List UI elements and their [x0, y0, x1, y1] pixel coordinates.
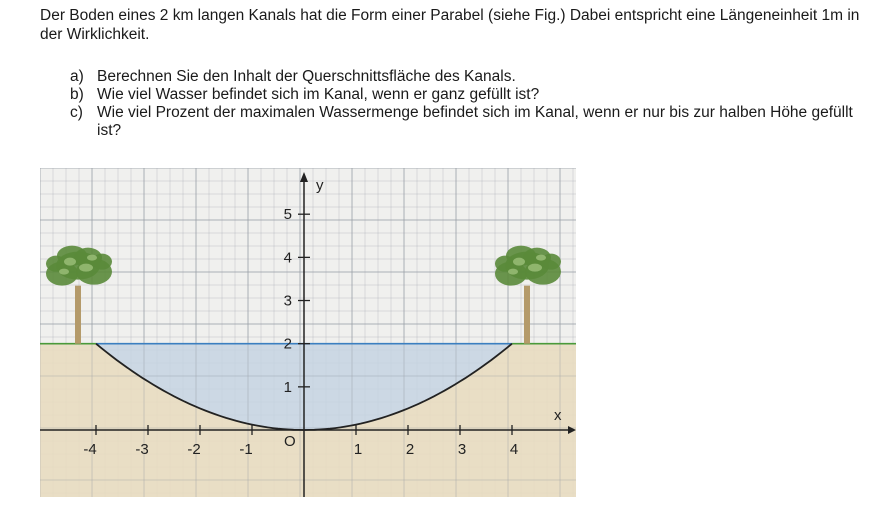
- tree-trunk: [524, 286, 530, 344]
- task-b: [70, 86, 870, 104]
- canal-figure: [40, 168, 576, 497]
- task-a: [70, 68, 870, 86]
- tree-foliage-highlight: [536, 255, 546, 261]
- tree-foliage-highlight: [508, 269, 518, 275]
- y-tick-label: 2: [283, 335, 292, 353]
- y-tick-label: 5: [283, 206, 292, 224]
- y-tick-label: 1: [283, 378, 292, 396]
- x-axis-label: x: [554, 407, 562, 424]
- canal-diagram: [40, 168, 576, 497]
- tree-foliage-highlight: [79, 264, 93, 272]
- y-tick-label: 3: [283, 292, 292, 310]
- intro-text: Der Boden eines 2 km langen Kanals hat die Form einer Parabel (siehe Fig.) Dabei entspricht eine Längeneinheit 1m in der Wirklichkeit.: [40, 7, 860, 43]
- x-tick-label: 4: [509, 441, 519, 458]
- task-text: Wie viel Wasser befindet sich im Kanal, wenn er ganz gefüllt ist?: [97, 86, 540, 103]
- task-list: [70, 68, 870, 140]
- x-tick-label: -3: [135, 441, 149, 458]
- x-tick-label: -4: [83, 441, 97, 458]
- x-tick-label: -1: [239, 441, 253, 458]
- task-label: a): [70, 68, 84, 85]
- task-text: Berechnen Sie den Inhalt der Querschnittsfläche des Kanals.: [97, 68, 516, 85]
- task-text: Wie viel Prozent der maximalen Wassermenge befindet sich im Kanal, wenn er nur bis zur halben Höhe gefüllt ist?: [97, 104, 853, 139]
- tree-foliage-highlight: [528, 264, 542, 272]
- tree-foliage-highlight: [64, 258, 76, 266]
- task-label: c): [70, 104, 83, 121]
- task-label: b): [70, 86, 84, 103]
- x-tick-label: 3: [457, 441, 467, 458]
- tree-foliage-highlight: [513, 258, 525, 266]
- x-tick-label: 2: [405, 441, 415, 458]
- origin-label: O: [284, 433, 296, 450]
- tree-trunk: [75, 286, 81, 344]
- task-c: [70, 104, 870, 140]
- x-tick-label: -2: [187, 441, 201, 458]
- tree-foliage-highlight: [59, 269, 69, 275]
- x-tick-label: 1: [353, 441, 363, 458]
- y-axis-label: y: [316, 177, 324, 194]
- tree-foliage-highlight: [87, 255, 97, 261]
- y-tick-label: 4: [283, 249, 292, 267]
